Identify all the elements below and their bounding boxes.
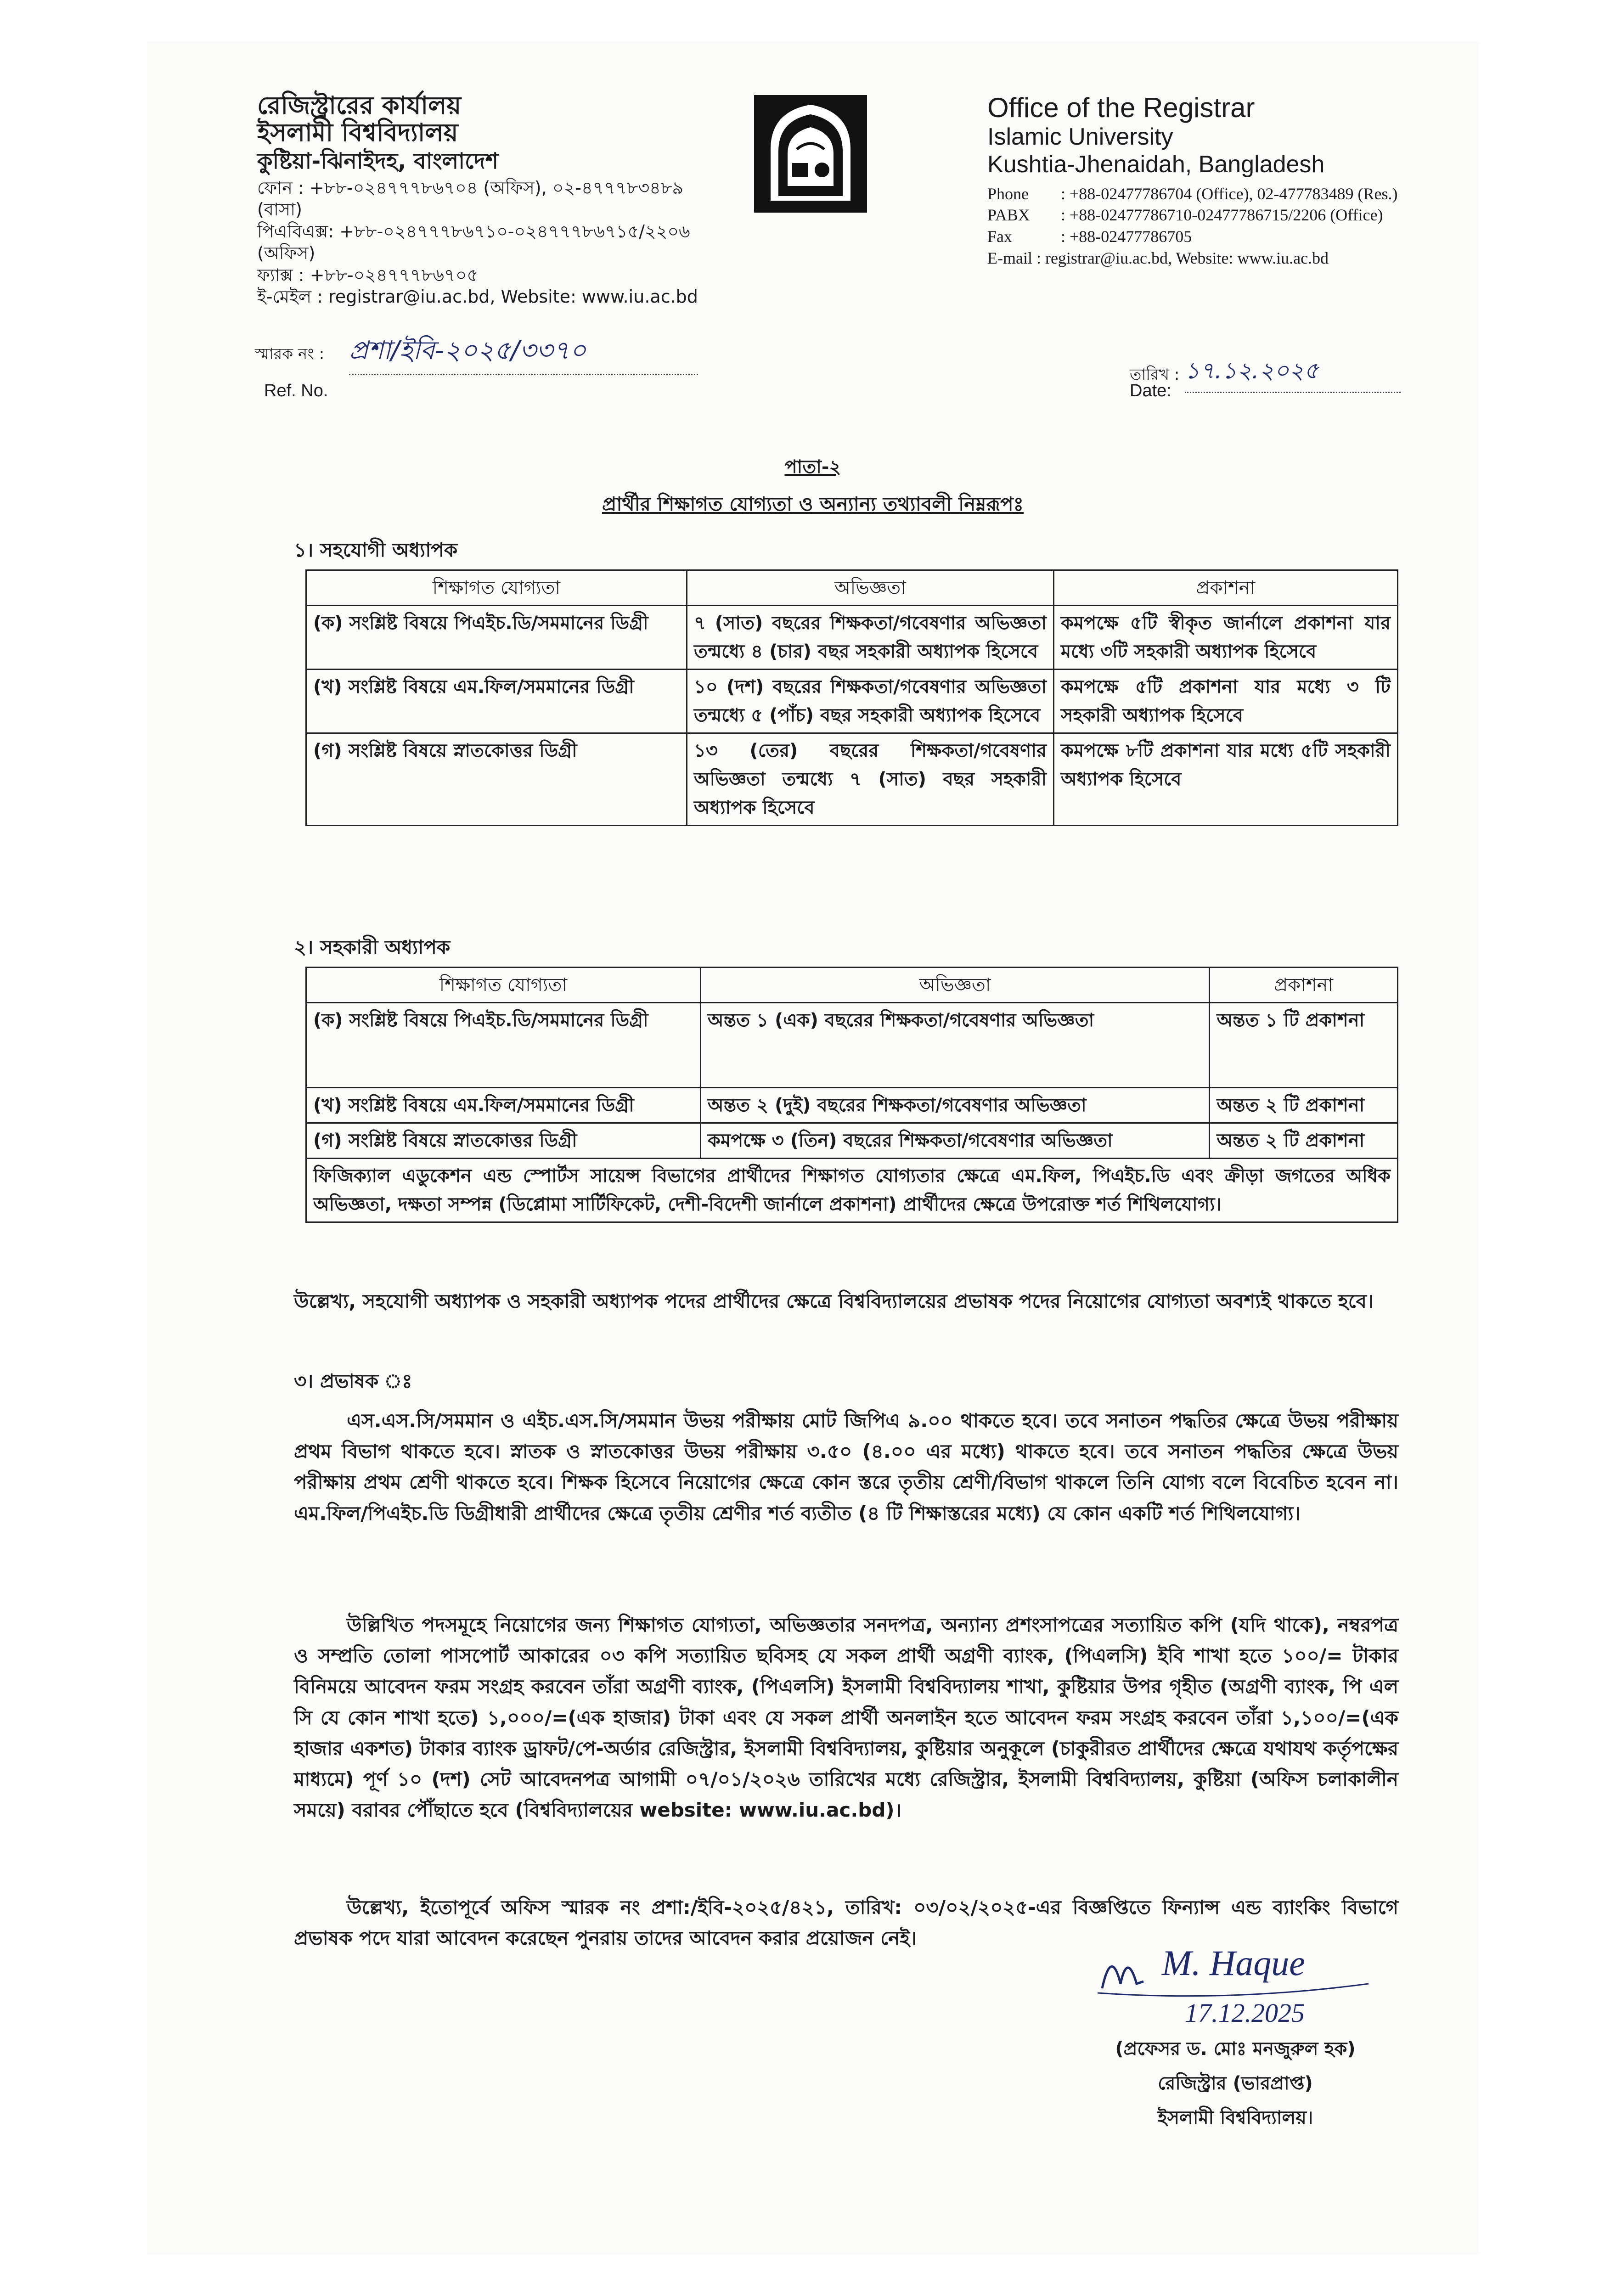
- signature-name-scrawl: M. Haque: [1162, 1943, 1305, 1983]
- table-cell: অন্তত ২ টি প্রকাশনা: [1210, 1123, 1398, 1159]
- table-cell: (ক) সংশ্লিষ্ট বিষয়ে পিএইচ.ডি/সমমানের ডিগ্রী: [306, 1003, 701, 1088]
- final-note: উল্লেখ্য, ইতোপূর্বে অফিস স্মারক নং প্রশা:/ইবি-২০২৫/৪২১, তারিখ: ০৩/০২/২০২৫-এর বিজ্ঞপ্তিতে ফিন্যান্স এন্ড ব্যাংকিং বিভাগে প্রভাষক পদে যারা আবেদন করেছেন পুনরায় তাদের আবেদন করার প্রয়োজন নেই।: [294, 1896, 1398, 1950]
- fax-value: : +88-02477786705: [1061, 227, 1192, 246]
- section-lecturer-title: ৩। প্রভাষক ঃ: [294, 1370, 412, 1392]
- page-heading: প্রার্থীর শিক্ষাগত যোগ্যতা ও অন্যান্য তথ্যাবলী নিম্নরূপঃ: [602, 493, 1024, 515]
- table-row: [306, 1003, 1398, 1088]
- page-number: পাতা-২: [784, 456, 841, 478]
- header-bangla-block: [257, 92, 716, 308]
- header-university-en: Islamic University: [987, 124, 1173, 150]
- header-pabx-bn: পিএবিএক্স: +৮৮-০২৪৭৭৭৮৬৭১০-০২৪৭৭৭৮৬৭১৫/২২০৬ (অফিস): [257, 221, 690, 264]
- signature-scrawl: [1093, 1938, 1387, 2007]
- table-row: [306, 1088, 1398, 1123]
- col-header-experience: অভিজ্ঞতা: [687, 570, 1053, 606]
- date-label-en: Date:: [1130, 381, 1171, 400]
- assistant-professor-table: [305, 967, 1398, 1223]
- date-value: ১৭.১২.২০২৫: [1185, 354, 1401, 393]
- table-cell: (গ) সংশ্লিষ্ট বিষয়ে স্নাতকোত্তর ডিগ্রী: [306, 1123, 701, 1159]
- table-cell: কমপক্ষে ৫টি স্বীকৃত জার্নালে প্রকাশনা যার মধ্যে ৩টি সহকারী অধ্যাপক হিসেবে: [1053, 606, 1397, 670]
- table-cell: ১৩ (তের) বছরের শিক্ষকতা/গবেষণার অভিজ্ঞতা তন্মধ্যে ৭ (সাত) বছর সহকারী অধ্যাপক হিসেবে: [687, 733, 1053, 826]
- table-cell: (খ) সংশ্লিষ্ট বিষয়ে এম.ফিল/সমমানের ডিগ্রী: [306, 670, 687, 733]
- col-header-publication: প্রকাশনা: [1210, 968, 1398, 1003]
- header-email-bn: ই-মেইল : registrar@iu.ac.bd, Website: www.iu.ac.bd: [257, 287, 698, 307]
- header-email-en: E-mail : registrar@iu.ac.bd, Website: www.iu.ac.bd: [987, 248, 1329, 267]
- col-header-experience: অভিজ্ঞতা: [700, 968, 1209, 1003]
- table-row: [306, 733, 1398, 826]
- col-header-publication: প্রকাশনা: [1053, 570, 1397, 606]
- header-english-block: [987, 92, 1470, 269]
- header-fax-bn: ফ্যাক্স : +৮৮-০২৪৭৭৭৮৬৭০৫: [257, 264, 479, 285]
- table-cell: ১০ (দশ) বছরের শিক্ষকতা/গবেষণার অভিজ্ঞতা তন্মধ্যে ৫ (পাঁচ) বছর সহকারী অধ্যাপক হিসেবে: [687, 670, 1053, 733]
- header-office-bn: রেজিস্ট্রারের কার্যালয়: [257, 91, 462, 120]
- university-logo: [753, 94, 868, 232]
- header-office-en: Office of the Registrar: [987, 92, 1255, 123]
- header-pabx-en: [987, 204, 1470, 226]
- table-cell: (খ) সংশ্লিষ্ট বিষয়ে এম.ফিল/সমমানের ডিগ্রী: [306, 1088, 701, 1123]
- application-instructions: উল্লিখিত পদসমূহে নিয়োগের জন্য শিক্ষাগত যোগ্যতা, অভিজ্ঞতার সনদপত্র, অন্যান্য প্রশংসাপত্রের সত্যায়িত কপি (যদি থাকে), নম্বরপত্র ও সম্প্রতি তোলা পাসপোর্ট আকারের ০৩ কপি সত্যায়িত ছবিসহ যে সকল প্রার্থী অগ্রণী ব্যাংক, (পিএলসি) ইবি শাখা হতে ১০০/= টাকার বিনিময়ে আবেদন ফরম সংগ্রহ করবেন তাঁরা অগ্রণী ব্যাংক, (পিএলসি) ইসলামী বিশ্ববিদ্যালয় শাখা, কুষ্টিয়ার উপর গৃহীত (অগ্রণী ব্যাংক, পি এল সি যে কোন শাখা হতে) ১,০০০/=(এক হাজার) টাকা এবং যে সকল প্রার্থী অনলাইন হতে আবেদন ফরম সংগ্রহ করবেন তাঁরা ১,১০০/=(এক হাজার একশত) টাকার ব্যাংক ড্রাফট/পে-অর্ডার রেজিস্ট্রার, ইসলামী বিশ্ববিদ্যালয়, কুষ্টিয়ার অনুকূলে (চাকুরীরত প্রার্থীদের ক্ষেত্রে যথাযথ কর্তৃপক্ষের মাধ্যমে) পূর্ণ ১০ (দশ) সেট আবেদনপত্র আগামী ০৭/০১/২০২৬ তারিখের মধ্যে রেজিস্ট্রার, ইসলামী বিশ্ববিদ্যালয়, কুষ্টিয়া (অফিস চলাকালীন সময়ে) বরাবর পৌঁছাতে হবে (বিশ্ববিদ্যালয়ের website: www.iu.ac.bd)।: [294, 1614, 1398, 1822]
- date-label-bn: তারিখ :: [1130, 366, 1180, 384]
- table-cell: (ক) সংশ্লিষ্ট বিষয়ে পিএইচ.ডি/সমমানের ডিগ্রী: [306, 606, 687, 670]
- table-cell: কমপক্ষে ৩ (তিন) বছরের শিক্ষকতা/গবেষণার অভিজ্ঞতা: [700, 1123, 1209, 1159]
- col-header-qualification: শিক্ষাগত যোগ্যতা: [306, 570, 687, 606]
- lecturer-qualification-text: এস.এস.সি/সমমান ও এইচ.এস.সি/সমমান উভয় পরীক্ষায় মোট জিপিএ ৯.০০ থাকতে হবে। তবে সনাতন পদ্ধতির ক্ষেত্রে উভয় পরীক্ষায় প্রথম বিভাগ থাকতে হবে। স্নাতক ও স্নাতকোত্তর উভয় পরীক্ষায় ৩.৫০ (৪.০০ এর মধ্যে) থাকতে হবে। তবে সনাতন পদ্ধতির ক্ষেত্রে উভয় পরীক্ষায় প্রথম শ্রেণী থাকতে হবে। শিক্ষক হিসেবে নিয়োগের ক্ষেত্রে কোন স্তরে তৃতীয় শ্রেণী/বিভাগ থাকলে তিনি যোগ্য বলে বিবেচিত হবেন না। এম.ফিল/পিএইচ.ডি ডিগ্রীধারী প্রার্থীদের ক্ষেত্রে তৃতীয় শ্রেণীর শর্ত ব্যতীত (৪ টি শিক্ষাস্তরের মধ্যে) যে কোন একটি শর্ত শিথিলযোগ্য।: [294, 1409, 1398, 1525]
- table-note: ফিজিক্যাল এডুকেশন এন্ড স্পোর্টস সায়েন্স বিভাগের প্রার্থীদের শিক্ষাগত যোগ্যতার ক্ষেত্রে এম.ফিল, পিএইচ.ডি এবং ক্রীড়া জগতের অধিক অভিজ্ঞতা, দক্ষতা সম্পন্ন (ডিপ্লোমা সার্টিফিকেট, দেশী-বিদেশী জার্নালে প্রকাশনা) প্রার্থীদের ক্ষেত্রে উপরোক্ত শর্ত শিথিলযোগ্য।: [306, 1159, 1398, 1222]
- col-header-qualification: শিক্ষাগত যোগ্যতা: [306, 968, 701, 1003]
- header-university-bn: ইসলামী বিশ্ববিদ্যালয়: [257, 118, 458, 147]
- pabx-label: PABX: [987, 206, 1030, 225]
- signatory-designation: রেজিস্ট্রার (ভারপ্রাপ্ত): [1158, 2073, 1313, 2094]
- table-row: [306, 606, 1398, 670]
- table-cell: অন্তত ১ (এক) বছরের শিক্ষকতা/গবেষণার অভিজ্ঞতা: [700, 1003, 1209, 1088]
- section-assistant-title: ২। সহকারী অধ্যাপক: [294, 936, 451, 958]
- table-header-row: [306, 570, 1398, 606]
- ref-number: প্রশা/ইবি-২০২৫/৩৩৭০: [349, 331, 698, 375]
- phone-value: : +88-02477786704 (Office), 02-477783489 (Res.): [1061, 184, 1398, 203]
- signatory-organization: ইসলামী বিশ্ববিদ্যালয়।: [1157, 2107, 1313, 2128]
- ref-label-en: Ref. No.: [264, 381, 328, 400]
- university-crest-icon: [753, 94, 868, 214]
- header-phone-en: [987, 183, 1470, 205]
- header-fax-en: [987, 226, 1470, 248]
- table-row: [306, 1123, 1398, 1159]
- associate-professor-table: [305, 569, 1398, 826]
- table-header-row: [306, 968, 1398, 1003]
- table-cell: (গ) সংশ্লিষ্ট বিষয়ে স্নাতকোত্তর ডিগ্রী: [306, 733, 687, 826]
- pabx-value: : +88-02477786710-02477786715/2206 (Office): [1061, 206, 1383, 225]
- table-cell: অন্তত ২ টি প্রকাশনা: [1210, 1088, 1398, 1123]
- phone-label: Phone: [987, 184, 1029, 203]
- section-associate-title: ১। সহযোগী অধ্যাপক: [294, 539, 458, 561]
- table-row: [306, 670, 1398, 733]
- fax-label: Fax: [987, 227, 1012, 246]
- ref-label-bn: স্মারক নং :: [255, 345, 325, 363]
- table-cell: অন্তত ১ টি প্রকাশনা: [1210, 1003, 1398, 1088]
- table-cell: কমপক্ষে ৫টি প্রকাশনা যার মধ্যে ৩ টি সহকারী অধ্যাপক হিসেবে: [1053, 670, 1397, 733]
- signatory-name: (প্রফেসর ড. মোঃ মনজুরুল হক): [1115, 2038, 1356, 2060]
- table-cell: অন্তত ২ (দুই) বছরের শিক্ষকতা/গবেষণার অভিজ্ঞতা: [700, 1088, 1209, 1123]
- eligibility-note: উল্লেখ্য, সহযোগী অধ্যাপক ও সহকারী অধ্যাপক পদের প্রার্থীদের ক্ষেত্রে বিশ্ববিদ্যালয়ের প্রভাষক পদের নিয়োগের যোগ্যতা অবশ্যই থাকতে হবে।: [294, 1290, 1374, 1312]
- header-location-en: Kushtia-Jhenaidah, Bangladesh: [987, 151, 1325, 178]
- table-cell: ৭ (সাত) বছরের শিক্ষকতা/গবেষণার অভিজ্ঞতা তন্মধ্যে ৪ (চার) বছর সহকারী অধ্যাপক হিসেবে: [687, 606, 1053, 670]
- signature-date: 17.12.2025: [1185, 1998, 1305, 2028]
- table-note-row: [306, 1159, 1398, 1222]
- header-location-bn: কুষ্টিয়া-ঝিনাইদহ, বাংলাদেশ: [257, 148, 499, 174]
- header-phone-bn: ফোন : +৮৮-০২৪৭৭৭৮৬৭০৪ (অফিস), ০২-৪৭৭৭৮৩৪৮৯ (বাসা): [257, 177, 684, 220]
- table-cell: কমপক্ষে ৮টি প্রকাশনা যার মধ্যে ৫টি সহকারী অধ্যাপক হিসেবে: [1053, 733, 1397, 826]
